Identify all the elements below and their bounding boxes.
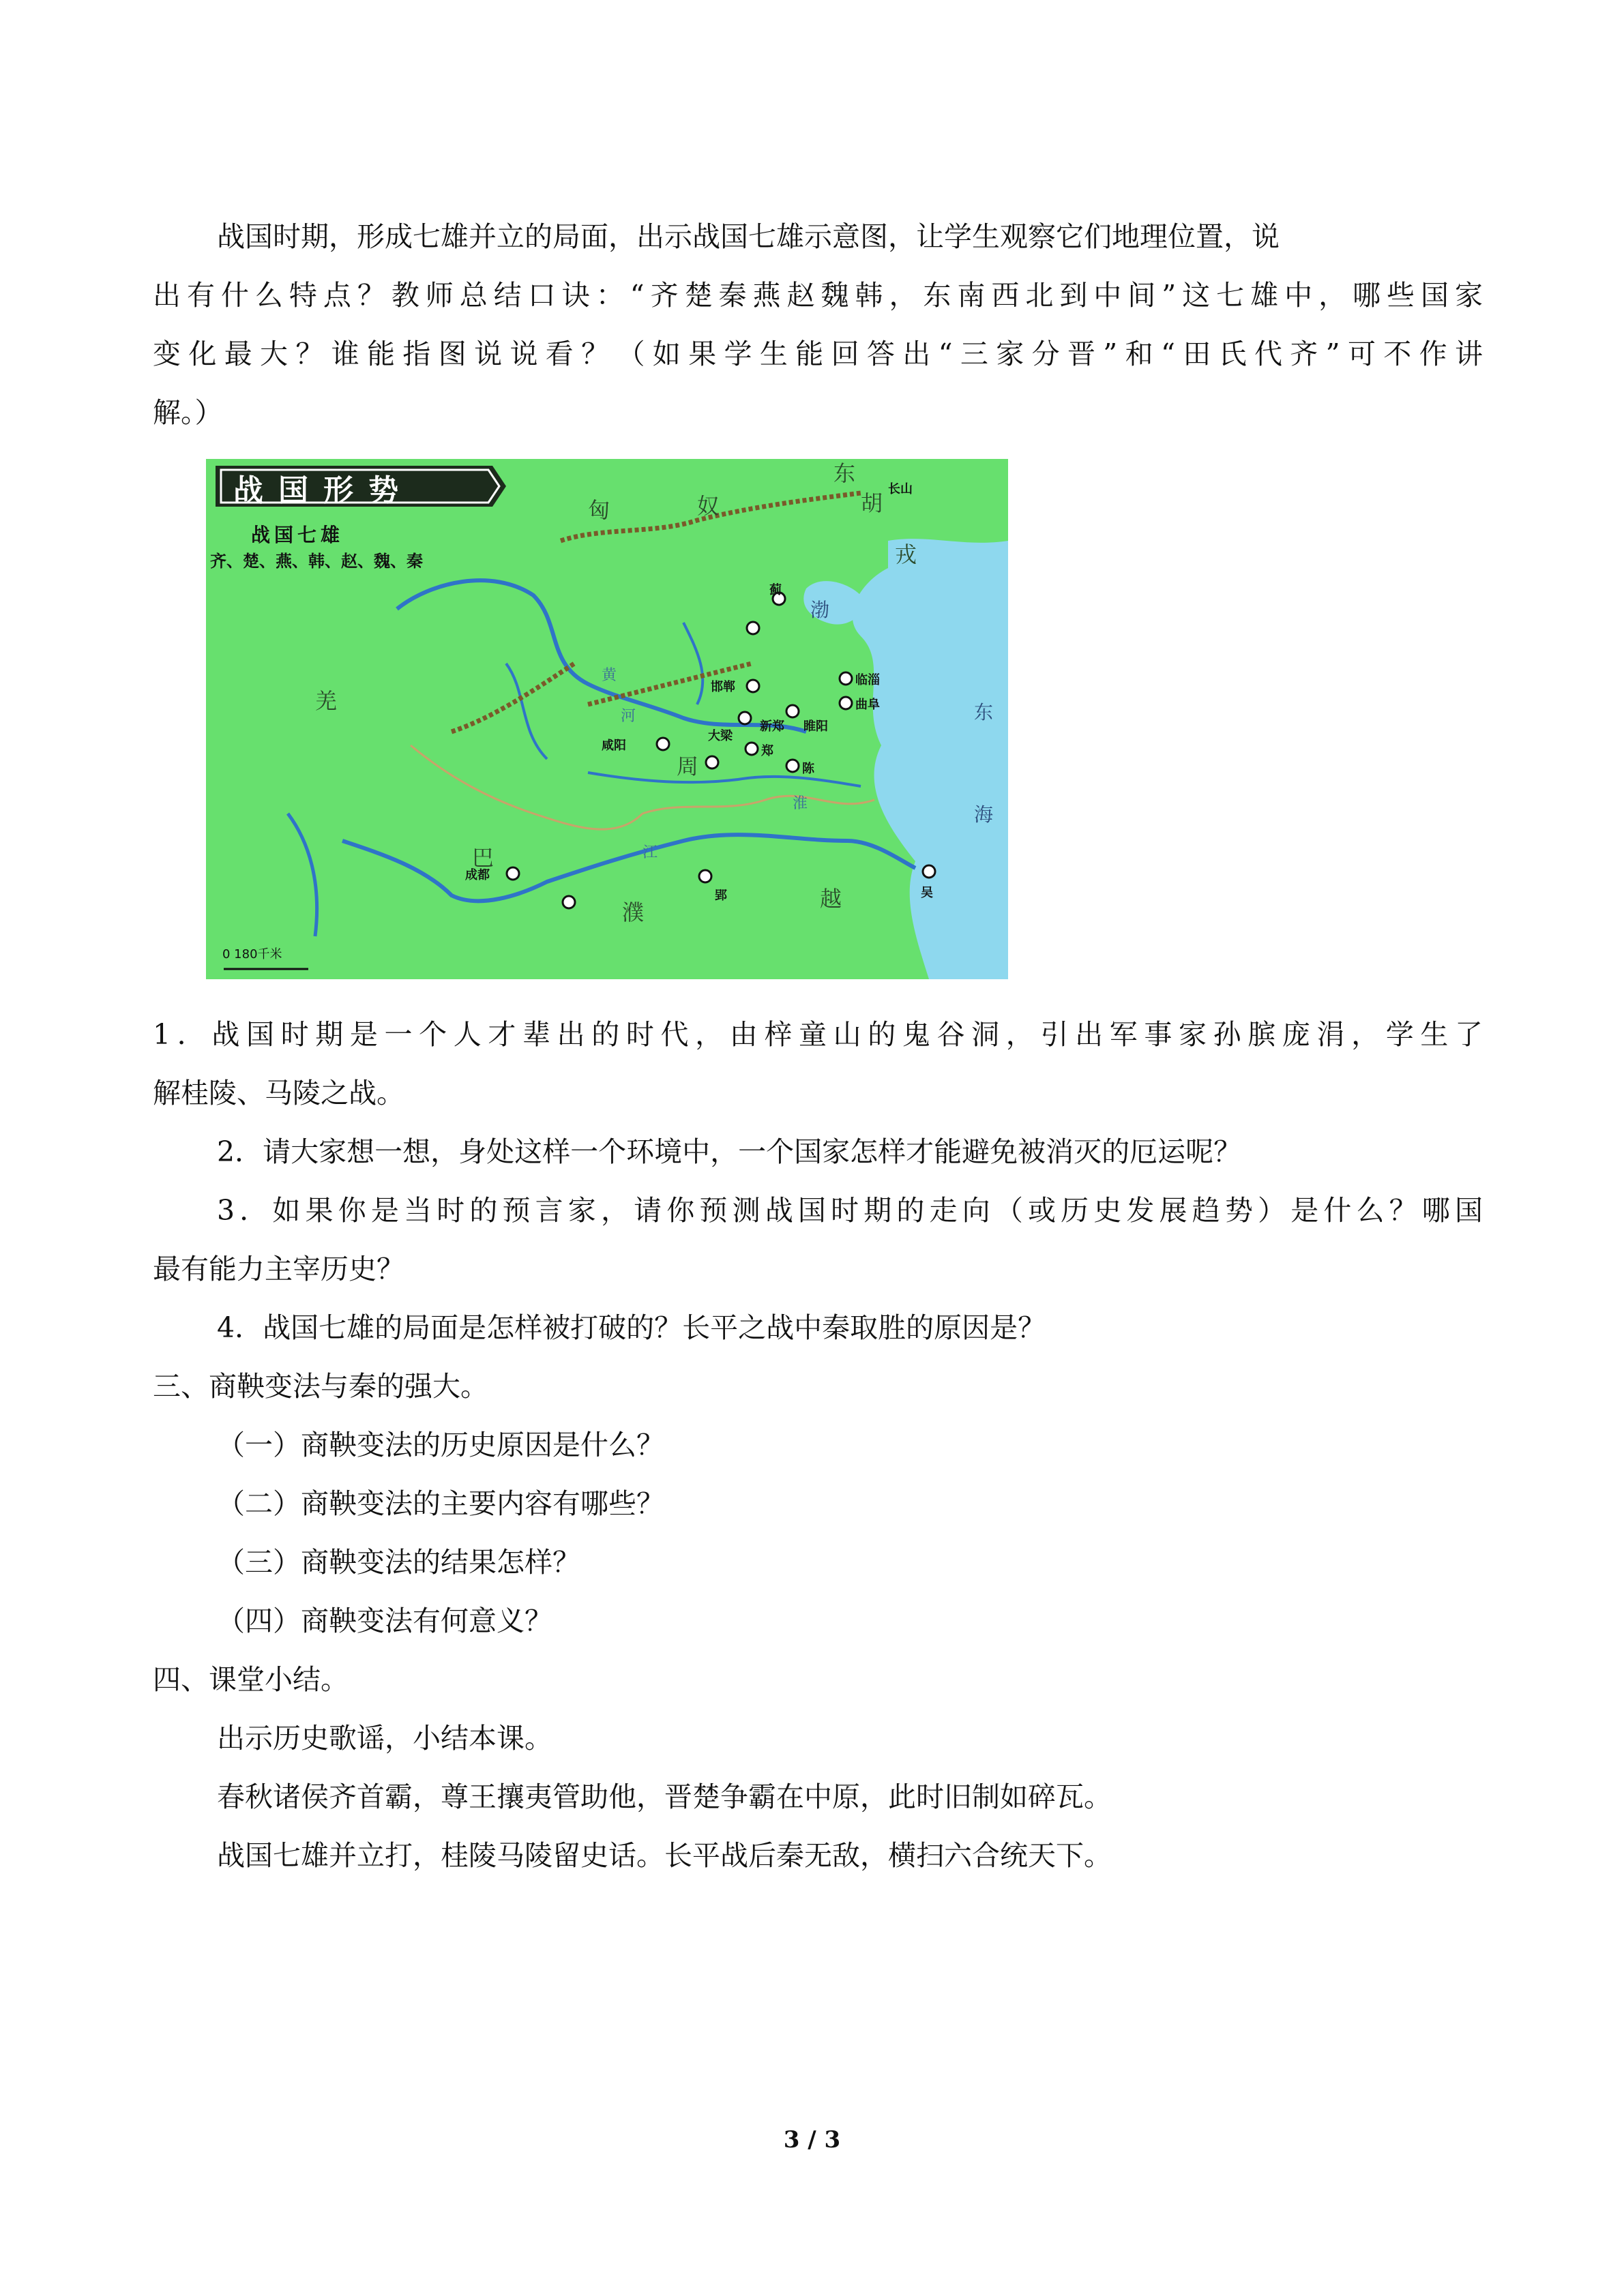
city-label: 大梁 xyxy=(708,729,733,743)
section-3-item: （二）商鞅变法的主要内容有哪些？ xyxy=(217,1487,664,1520)
page-number: 3 / 3 xyxy=(783,2126,841,2153)
question-3-line-1: 3．如果你是当时的预言家，请你预测战国时期的走向（或历史发展趋势）是什么？哪国 xyxy=(217,1194,1483,1227)
section-4-heading: 四、课堂小结。 xyxy=(153,1663,349,1696)
region-label: 奴 xyxy=(697,493,720,519)
city-label: 曲阜 xyxy=(855,698,880,712)
region-label: 吴 xyxy=(921,886,933,900)
section-3-item: （一）商鞅变法的历史原因是什么？ xyxy=(217,1429,664,1461)
region-label: 河 xyxy=(621,708,636,725)
city-label: 成都 xyxy=(465,868,490,882)
region-label: 越 xyxy=(820,886,842,912)
city-label: 新郑 xyxy=(760,719,784,734)
region-label: 东 xyxy=(833,460,856,486)
section-3-item: （三）商鞅变法的结果怎样？ xyxy=(217,1546,580,1579)
city-label: 邯郸 xyxy=(711,680,735,694)
map-legend-states: 齐、楚、燕、韩、赵、魏、秦 xyxy=(210,552,423,571)
question-1-line-1: 1．战国时期是一个人才辈出的时代，由梓童山的鬼谷洞，引出军事家孙膑庞涓，学生了 xyxy=(153,1018,1483,1051)
region-label: 海 xyxy=(974,803,994,826)
section-3-heading: 三、商鞅变法与秦的强大。 xyxy=(153,1370,488,1403)
intro-line-4: 解。） xyxy=(153,396,223,429)
region-label: 巴 xyxy=(472,845,494,871)
city-label: 蓟 xyxy=(769,583,782,597)
city-label: 咸阳 xyxy=(602,739,626,753)
warring-states-map xyxy=(206,459,1008,979)
question-2: 2．请大家想一想，身处这样一个环境中，一个国家怎样才能避免被消灭的厄运呢？ xyxy=(217,1135,1242,1168)
region-label: 东 xyxy=(974,701,994,724)
city-label: 睢阳 xyxy=(803,719,828,734)
intro-line-1: 战国时期，形成七雄并立的局面，出示战国七雄示意图，让学生观察它们地理位置，说 xyxy=(217,220,1280,253)
city-label: 陈 xyxy=(802,762,814,776)
region-label: 淮 xyxy=(793,795,808,812)
map-scale: 0 180千米 xyxy=(222,947,282,961)
city-label: 郑 xyxy=(761,744,773,758)
ballad-line: 春秋诸侯齐首霸，尊王攘夷管助他，晋楚争霸在中原，此时旧制如碎瓦。 xyxy=(217,1780,1112,1813)
question-1-line-2: 解桂陵、马陵之战。 xyxy=(153,1077,404,1109)
summary-line: 出示历史歌谣，小结本课。 xyxy=(217,1722,552,1755)
question-4: 4．战国七雄的局面是怎样被打破的？长平之战中秦取胜的原因是？ xyxy=(217,1311,1046,1344)
region-label: 黄 xyxy=(602,667,617,684)
city-label: 郢 xyxy=(715,889,727,903)
region-label: 濮 xyxy=(622,899,645,925)
region-label: 羌 xyxy=(315,688,338,714)
question-3-line-2: 最有能力主宰历史？ xyxy=(153,1253,404,1285)
region-label: 长山 xyxy=(888,482,913,496)
region-label: 渤 xyxy=(810,599,830,621)
city-label: 周 xyxy=(677,754,699,779)
region-label: 戎 xyxy=(895,541,917,567)
intro-line-3: 变化最大？谁能指图说说看？（如果学生能回答出“三家分晋”和“田氏代齐”可不作讲 xyxy=(153,338,1483,370)
region-label: 匈 xyxy=(588,497,610,523)
city-label: 临淄 xyxy=(855,673,880,687)
ballad-line: 战国七雄并立打，桂陵马陵留史话。长平战后秦无敌，横扫六合统天下。 xyxy=(217,1839,1112,1872)
region-label: 胡 xyxy=(861,490,883,516)
section-3-item: （四）商鞅变法有何意义？ xyxy=(217,1605,552,1637)
map-title: 战国形势 xyxy=(233,473,413,508)
intro-line-2: 出有什么特点？教师总结口诀：“齐楚秦燕赵魏韩，东南西北到中间”这七雄中，哪些国家 xyxy=(153,279,1483,312)
map-legend-title: 战国七雄 xyxy=(251,524,344,546)
region-label: 江 xyxy=(643,844,658,861)
